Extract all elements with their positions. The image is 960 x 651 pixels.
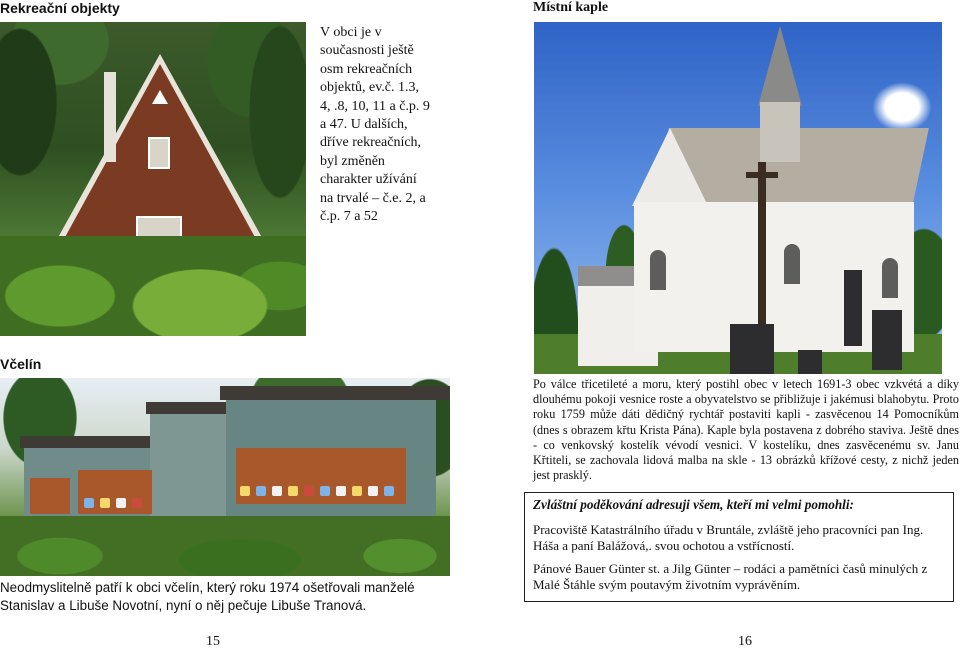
acknowledgements-paragraph-2: Pánové Bauer Günter st. a Jilg Günter – rodáci a pamětníci časů minulých z Malé Štáhle svým poutavým životním vyprávěním. <box>533 561 928 592</box>
chapel-history-text: Po válce třicetileté a moru, který postihl obec v letech 1691-3 obec vzkvétá a díky dlouhému pokoji vesnice roste a obyvatelstvo se přibližuje i jakémusi blahobytu. Proto roku 1759 může dáti dědičný rychtář postaviti kapli - zasvěcenou 14 Pomocníkům (dnes s obrazem křtu Krista Pána). Kaple byla postavena z dobrého staviva. Ještě dnes - co venkovský kostelík vévodí vesnici. V kostelíku, dnes zasvěcenému sv. Janu Křtiteli, se zachovala lidová malba na skle - 13 obrázků křížové cesty, z nichž jeden jest prasklý. <box>533 377 959 483</box>
beehouse-photo <box>0 378 450 576</box>
chapel-photo <box>534 22 942 374</box>
page-number-right: 16 <box>738 634 752 649</box>
heading-recreational-objects: Rekreační objekty <box>0 0 120 16</box>
heading-beehouse: Včelín <box>0 356 42 372</box>
cabin-photo <box>0 22 306 336</box>
beehouse-caption: Neodmyslitelně patří k obci včelín, který roku 1974 ošetřovali manželé Stanislav a Libuše Novotní, nyní o něj pečuje Libuše Tranová. <box>0 580 415 613</box>
acknowledgements-title: Zvláštní poděkování adresuji všem, kteří mi velmi pomohli: <box>533 497 854 512</box>
acknowledgements-box <box>524 492 954 602</box>
page-number-left: 15 <box>206 634 220 649</box>
cabin-description: V obci je v současnosti ještě osm rekreačních objektů, ev.č. 1.3, 4, .8, 10, 11 a č.p. 9 a 47. U dalších, dříve rekreačních, byl změněn charakter užívání na trvalé – č.e. 2, a č.p. 7 a 52 <box>320 25 430 225</box>
acknowledgements-paragraph-1: Pracoviště Katastrálního úřadu v Bruntále, zvláště jeho pracovníci pan Ing. Háša a paní Balážová,. svou ochotou a vstřícností. <box>533 522 924 553</box>
heading-local-chapel: Místní kaple <box>533 0 609 15</box>
